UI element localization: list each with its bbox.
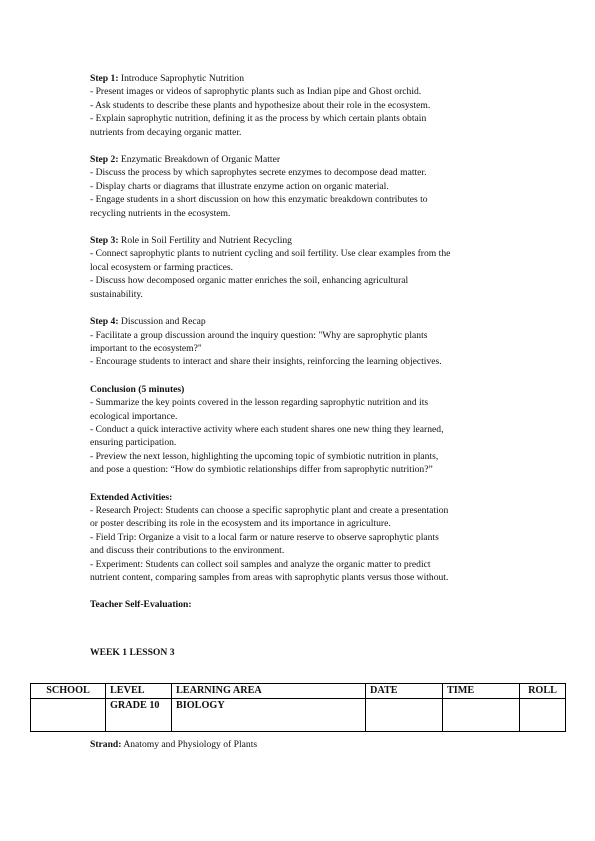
- step-line: - Ask students to describe these plants and hypothesize about their role in the ecosystem.: [90, 99, 431, 111]
- extended-heading: Extended Activities:: [90, 491, 173, 503]
- extended-line: or poster describing its role in the ecosystem and its importance in agriculture.: [90, 518, 391, 530]
- step-line: - Display charts or diagrams that illustrate enzyme action on organic material.: [90, 180, 389, 192]
- cell-time: [443, 699, 520, 732]
- step-line: - Present images or videos of saprophytic plants such as Indian pipe and Ghost orchid.: [90, 86, 422, 98]
- step-3-heading: Step 3: Role in Soil Fertility and Nutrient Recycling: [90, 235, 292, 247]
- step-line: recycling nutrients in the ecosystem.: [90, 207, 231, 219]
- header-date: DATE: [366, 684, 443, 699]
- cell-date: [366, 699, 443, 732]
- extended-line: - Field Trip: Organize a visit to a local farm or nature reserve to observe saprophytic plants: [90, 531, 439, 543]
- extended-activities-section: [90, 491, 508, 585]
- cell-learning-area: BIOLOGY: [172, 699, 366, 732]
- conclusion-heading: Conclusion (5 minutes): [90, 383, 185, 395]
- step-line: - Explain saprophytic nutrition, defining it as the process by which certain plants obtain: [90, 113, 427, 125]
- extended-line: and discuss their contributions to the environment.: [90, 545, 285, 557]
- step-line: - Encourage students to interact and share their insights, reinforcing the learning objectives.: [90, 356, 442, 368]
- header-level: LEVEL: [106, 684, 172, 699]
- header-learning-area: LEARNING AREA: [172, 684, 366, 699]
- step-2-heading: Step 2: Enzymatic Breakdown of Organic Matter: [90, 154, 281, 166]
- extended-line: nutrient content, comparing samples from areas with saprophytic plants versus those without.: [90, 572, 449, 583]
- table-row: [31, 699, 566, 732]
- teacher-self-evaluation-heading: Teacher Self-Evaluation:: [90, 599, 192, 611]
- header-time: TIME: [443, 684, 520, 699]
- lesson-content: [90, 72, 508, 685]
- conclusion-section: [90, 383, 508, 477]
- step-line: local ecosystem or farming practices.: [90, 261, 234, 273]
- step-1-section: [90, 72, 508, 139]
- step-line: - Facilitate a group discussion around the inquiry question: "Why are saprophytic plants: [90, 329, 428, 341]
- extended-line: - Experiment: Students can collect soil samples and analyze the organic matter to predict: [90, 558, 431, 570]
- conclusion-line: ensuring participation.: [90, 437, 177, 449]
- step-1-heading: Step 1: Introduce Saprophytic Nutrition: [90, 73, 245, 84]
- conclusion-line: - Preview the next lesson, highlighting the upcoming topic of symbiotic nutrition in plants,: [90, 450, 439, 462]
- step-line: important to the ecosystem?": [90, 342, 202, 354]
- table-header-row: [31, 684, 566, 699]
- cell-roll: [520, 699, 566, 732]
- conclusion-line: ecological importance.: [90, 410, 178, 422]
- extended-line: - Research Project: Students can choose a specific saprophytic plant and create a presentation: [90, 504, 449, 516]
- step-3-section: [90, 234, 508, 301]
- conclusion-line: - Summarize the key points covered in the lesson regarding saprophytic nutrition and its: [90, 397, 429, 409]
- strand-line: Strand: Anatomy and Physiology of Plants: [90, 739, 258, 750]
- step-4-section: [90, 315, 508, 369]
- header-roll: ROLL: [520, 684, 566, 699]
- conclusion-line: and pose a question: “How do symbiotic relationships differ from saprophytic nutrition?”: [90, 464, 433, 476]
- step-line: - Engage students in a short discussion on how this enzymatic breakdown contributes to: [90, 194, 428, 206]
- lesson-info-table: [30, 683, 566, 732]
- step-4-heading: Step 4: Discussion and Recap: [90, 316, 206, 328]
- cell-level: GRADE 10: [106, 699, 172, 732]
- step-line: - Discuss the process by which saprophytes secrete enzymes to decompose dead matter.: [90, 167, 427, 179]
- step-line: - Connect saprophytic plants to nutrient cycling and soil fertility. Use clear examples from the: [90, 248, 451, 260]
- cell-school: [31, 699, 106, 732]
- step-2-section: [90, 153, 508, 220]
- step-line: sustainability.: [90, 288, 143, 300]
- header-school: SCHOOL: [31, 684, 106, 699]
- week-lesson-heading: WEEK 1 LESSON 3: [90, 646, 175, 658]
- conclusion-line: - Conduct a quick interactive activity where each student shares one new thing they learned,: [90, 423, 444, 435]
- step-line: nutrients from decaying organic matter.: [90, 126, 242, 138]
- step-line: - Discuss how decomposed organic matter enriches the soil, enhancing agricultural: [90, 275, 409, 287]
